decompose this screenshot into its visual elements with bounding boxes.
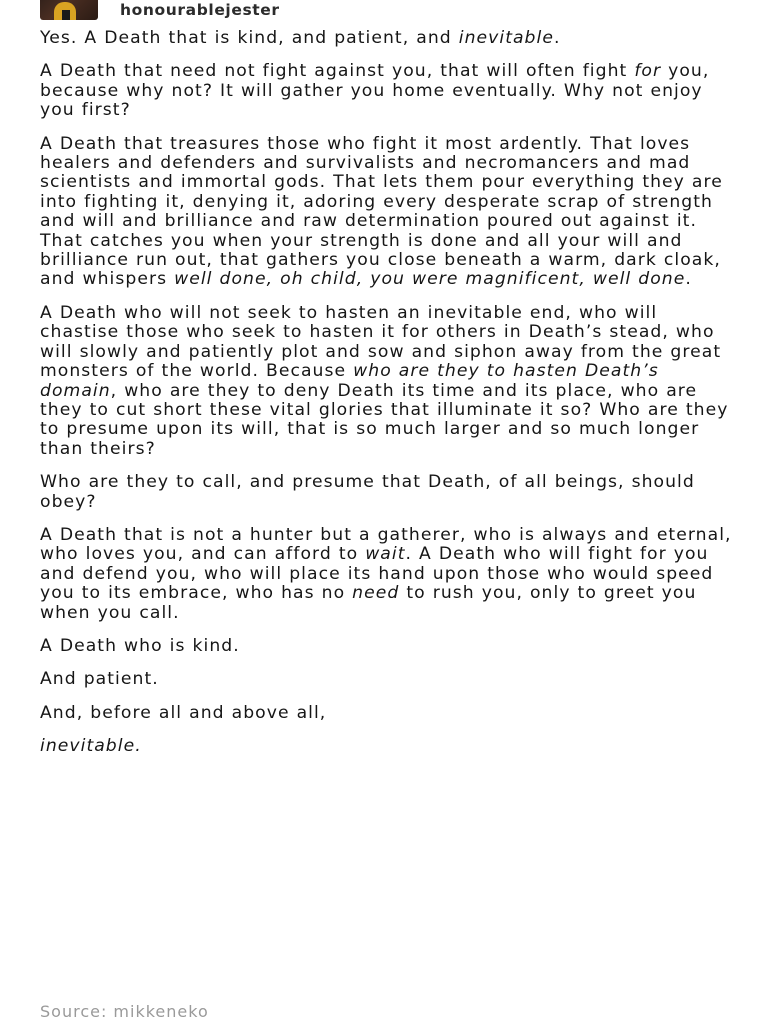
text-run: , who are they to deny Death its time and its place, who are they to cut short these vital glories that illuminate it so? Who are they to presume upon its will, that is so much larger and so much longer than theirs? (40, 380, 729, 459)
text-run: A Death that need not fight against you, that will often fight (40, 61, 635, 82)
italic-text: well done, oh child, you were magnificent, well done (174, 269, 686, 290)
italic-text: need (352, 583, 400, 604)
text-run: And, before all and above all, (40, 702, 327, 723)
text-run: . (553, 28, 561, 48)
post-paragraph (40, 704, 732, 723)
text-run: Yes. A Death that is kind, and patient, and (40, 28, 459, 48)
post-paragraph (40, 526, 732, 623)
text-run: A Death that is not a hunter but a gatherer, who is always and eternal, who loves you, and can afford to (40, 524, 732, 565)
post-paragraph (40, 135, 732, 290)
post-paragraph (40, 29, 732, 48)
post-paragraph (40, 473, 732, 512)
text-run: to rush you, only to greet you when you call. (40, 583, 697, 623)
post-paragraph (40, 304, 732, 459)
post-header (40, 0, 280, 20)
post-paragraph (40, 670, 732, 689)
post-paragraph (40, 637, 732, 656)
jester-avatar-icon[interactable] (40, 0, 98, 20)
text-run: A Death who is kind. (40, 635, 240, 656)
text-run: And patient. (40, 669, 159, 690)
username-link[interactable]: honourablejester (120, 1, 280, 19)
text-run: Who are they to call, and presume that Death, of all beings, should obey? (40, 472, 695, 512)
italic-text: who are they to hasten Death’s domain (40, 361, 659, 401)
italic-text: for (634, 61, 662, 82)
text-run: . (685, 269, 692, 290)
text-run: A Death who will not seek to hasten an inevitable end, who will chastise those who seek to hasten it for others in Death’s stead, who will slowly and patiently plot and sow and siphon away from the great monsters of the world. Because (40, 302, 722, 382)
italic-text: wait (365, 544, 406, 565)
post-paragraph (40, 737, 732, 756)
source-link[interactable]: Source: mikkeneko (40, 1002, 209, 1021)
text-run: . A Death who will fight for you and defend you, who will place its hand upon those who would speed you to its embrace, who has no (40, 544, 714, 604)
italic-text: inevitable. (40, 736, 142, 757)
text-run: A Death that treasures those who fight it most ardently. That loves healers and defenders and survivalists and necromancers and mad scientists and immortal gods. That lets them pour everything they are into fighting it, denying it, adoring every desperate scrap of strength and will and brilliance and raw determination poured out against it. That catches you when your strength is done and all your will and brilliance run out, that gathers you close beneath a warm, dark cloak, and whispers (40, 133, 723, 290)
text-run: you, because why not? It will gather you home eventually. Why not enjoy you first? (40, 61, 710, 121)
italic-text: inevitable (458, 28, 554, 48)
post-paragraph (40, 62, 732, 120)
post-body (40, 29, 732, 771)
